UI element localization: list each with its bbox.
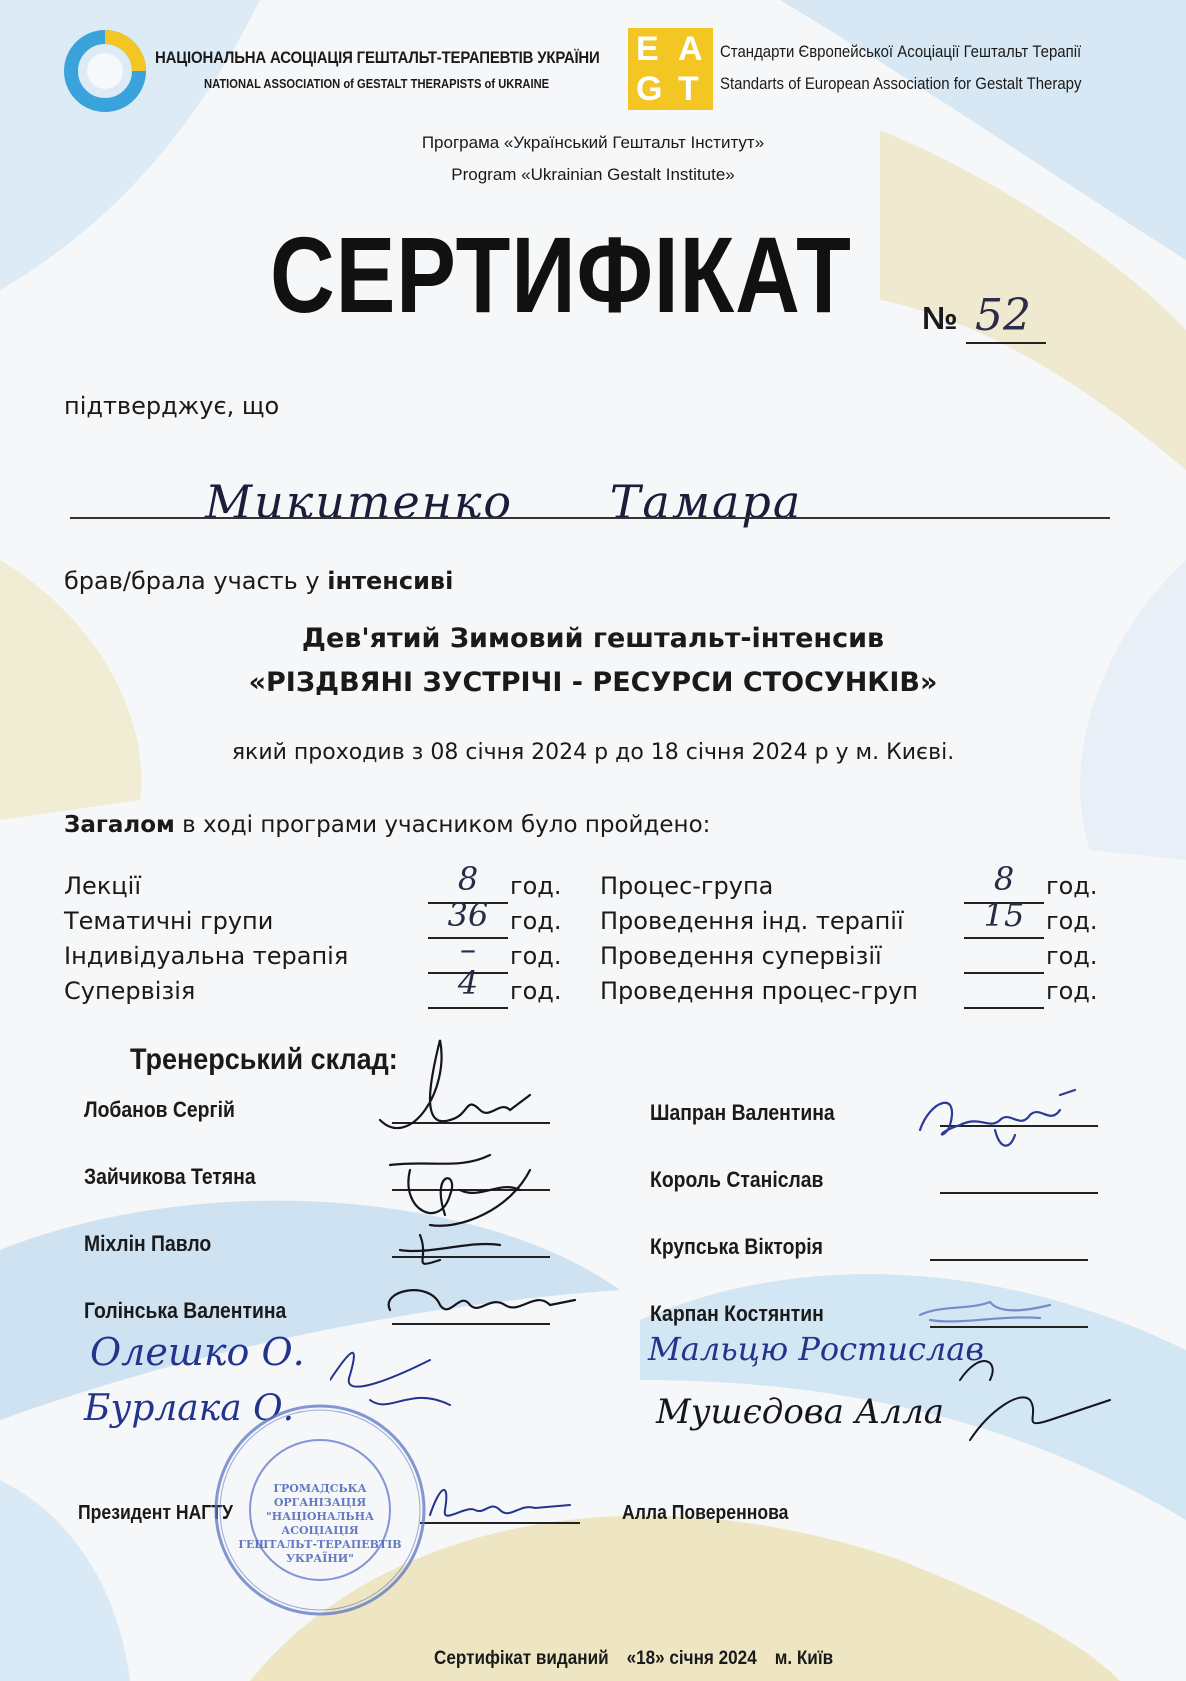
standards-ua: Стандарти Європейської Асоціації Гештальт Терапії xyxy=(720,42,1082,61)
trainer-name: Лобанов Сергій xyxy=(84,1097,235,1122)
trainer-signatures xyxy=(370,1020,580,1340)
recipient-line xyxy=(70,517,1110,519)
hours-value-lectures: 8 xyxy=(457,860,479,898)
event-title-line1: Дев'ятий Зимовий гештальт-інтенсив xyxy=(301,623,885,654)
hours-value-thematic: 36 xyxy=(447,896,489,934)
event-dates: який проходив з 08 січня 2024 р до 18 січня 2024 р у м. Києві. xyxy=(231,740,955,765)
certificate-title: СЕРТИФІКАТ xyxy=(270,214,852,335)
hours-label-individual: Індивідуальна терапія xyxy=(64,942,349,970)
certificate-number: 52 xyxy=(975,290,1031,341)
handwritten-name-left-2: Бурлака О. xyxy=(84,1388,295,1429)
certificate-number-line xyxy=(966,342,1046,344)
hours-unit: год. xyxy=(510,907,562,935)
hours-line xyxy=(964,944,1044,974)
trainer-name: Міхлін Павло xyxy=(84,1231,212,1256)
hours-unit: год. xyxy=(1046,872,1098,900)
signature-shapran xyxy=(920,1090,1075,1146)
certificate-number-label: № xyxy=(922,300,958,336)
signature-karpan xyxy=(920,1302,1050,1321)
hours-unit: год. xyxy=(1046,977,1098,1005)
participated-text: брав/брала участь у інтенсиві xyxy=(64,567,454,595)
hours-value-individual: – xyxy=(460,930,476,968)
hours-label-supervision: Супервізія xyxy=(64,977,196,1005)
signature-holinska xyxy=(389,1290,575,1310)
org-name-en: NATIONAL ASSOCIATION of GESTALT THERAPISTS of UKRAINE xyxy=(204,76,550,91)
issued-info: Сертифікат виданий «18» січня 2024 м. Київ xyxy=(434,1648,834,1669)
recipient-name: Микитенко Тамара xyxy=(205,475,803,529)
hours-unit: год. xyxy=(510,942,562,970)
overall-text: Загалом в ході програми учасником було пройдено: xyxy=(64,812,711,838)
signature-oleshko xyxy=(330,1353,450,1405)
trainer-name: Шапран Валентина xyxy=(650,1100,835,1125)
president-signature xyxy=(420,1475,580,1530)
hours-unit: год. xyxy=(510,977,562,1005)
trainer-name: Зайчикова Тетяна xyxy=(84,1164,256,1189)
hours-label-process-group: Процес-група xyxy=(600,872,774,900)
hours-value-supervision: 4 xyxy=(457,964,479,1002)
signature-must xyxy=(960,1361,1110,1440)
trainers-heading: Тренерський склад: xyxy=(130,1043,398,1076)
hours-line xyxy=(964,979,1044,1009)
handwritten-name-right-2: Мушєдова Алла xyxy=(656,1392,944,1432)
signature-mikhlin xyxy=(400,1235,500,1264)
hours-value-process-group: 8 xyxy=(993,860,1015,898)
organization-stamp: ГРОМАДСЬКА ОРГАНІЗАЦІЯ "НАЦІОНАЛЬНА АСОЦІАЦІЯ ГЕШТАЛЬТ-ТЕРАПЕВТІВ УКРАЇНИ" xyxy=(210,1400,430,1620)
org-name-ua: НАЦІОНАЛЬНА АСОЦІАЦІЯ ГЕШТАЛЬТ-ТЕРАПЕВТІВ УКРАЇНИ xyxy=(155,48,600,67)
event-title-line2: «РІЗДВЯНІ ЗУСТРІЧІ - РЕСУРСИ СТОСУНКІВ» xyxy=(248,667,938,698)
trainer-name: Король Станіслав xyxy=(650,1167,824,1192)
hours-unit: год. xyxy=(510,872,562,900)
trainer-signatures-right xyxy=(900,1070,1130,1340)
program-ua: Програма «Український Гештальт Інститут» xyxy=(421,133,765,152)
hours-label-conducting-supervision: Проведення супервізії xyxy=(600,942,882,970)
hours-label-conducting-groups: Проведення процес-груп xyxy=(600,977,918,1005)
handwritten-name-right-1: Мальцю Ростислав xyxy=(648,1330,984,1368)
eagt-logo-icon: E A G T xyxy=(628,28,713,110)
confirms-text: підтверджує, що xyxy=(64,392,280,420)
signature-zaichykova xyxy=(390,1155,530,1226)
handwritten-name-left-1: Олешко О. xyxy=(90,1330,305,1374)
standards-en: Standarts of European Association for Gestalt Therapy xyxy=(720,74,1082,93)
president-label: Президент НАГТУ xyxy=(78,1502,233,1524)
trainer-name: Крупська Вікторія xyxy=(650,1234,823,1259)
nagtu-logo-icon xyxy=(60,26,150,116)
president-name: Алла Повереннова xyxy=(622,1502,789,1524)
program-en: Program «Ukrainian Gestalt Institute» xyxy=(451,165,735,184)
hours-value-conducting-therapy: 15 xyxy=(983,896,1025,934)
hours-label-lectures: Лекції xyxy=(64,872,141,900)
trainer-name: Карпан Костянтин xyxy=(650,1301,824,1326)
hours-unit: год. xyxy=(1046,942,1098,970)
hours-label-conducting-therapy: Проведення інд. терапії xyxy=(600,907,904,935)
hours-unit: год. xyxy=(1046,907,1098,935)
signature-lobanov xyxy=(380,1040,530,1128)
trainer-name: Голінська Валентина xyxy=(84,1298,287,1323)
extra-signatures xyxy=(330,1340,1130,1460)
hours-label-thematic: Тематичні групи xyxy=(64,907,274,935)
